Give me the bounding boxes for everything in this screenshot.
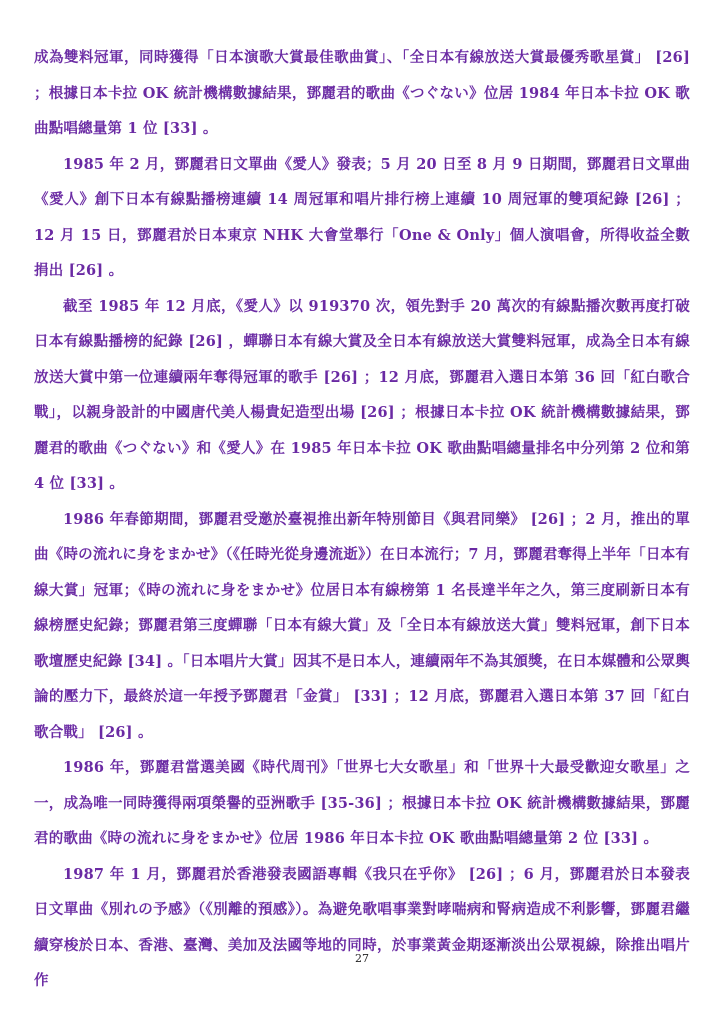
paragraph-1: 成為雙料冠軍，同時獲得「日本演歌大賞最佳歌曲賞」、「全日本有線放送大賞最優秀歌星賞」 [26] ；根據日本卡拉 OK 統計機構數據結果，鄧麗君的歌曲《つぐない》位居 1984 年日本卡拉 OK 歌曲點唱總量第 1 位 [33] 。 (34, 49, 690, 137)
paragraph-3: 截至 1985 年 12 月底，《愛人》以 919370 次，領先對手 20 萬次的有線點播次數再度打破日本有線點播榜的紀錄 [26] ，蟬聯日本有線大賞及全日本有線放送大賞雙料冠軍，成為全日本有線放送大賞中第一位連續兩年奪得冠軍的歌手 [26] ；12 月底，鄧麗君入選日本第 36 回「紅白歌合戰」，以親身設計的中國唐代美人楊貴妃造型出場 [26] ；根據日本卡拉 OK 統計機構數據結果，鄧麗君的歌曲《つぐない》和《愛人》在 1985 年日本卡拉 OK 歌曲點唱總量排名中分列第 2 位和第 4 位 [33] 。 (34, 297, 690, 492)
paragraph-6: 1987 年 1 月，鄧麗君於香港發表國語專輯《我只在乎你》 [26] ；6 月，鄧麗君於日本發表日文單曲《別れの予感》（《別離的預感》）。為避免歌唱事業對哮喘病和腎病造成不利影響，鄧麗君繼續穿梭於日本、香港、臺灣、美加及法國等地的同時，於事業黃金期逐漸淡出公眾視線，除推出唱片作 (34, 865, 690, 989)
paragraph-4: 1986 年春節期間，鄧麗君受邀於臺視推出新年特別節目《與君同樂》 [26] ；2 月，推出的單曲《時の流れに身をまかせ》（《任時光從身邊流逝》）在日本流行；7 月，鄧麗君奪得上半年「日本有線大賞」冠軍；《時の流れに身をまかせ》位居日本有線榜第 1 名長達半年之久，第三度刷新日本有線榜歷史紀錄；鄧麗君第三度蟬聯「日本有線大賞」及「全日本有線放送大賞」雙料冠軍，創下日本歌壇歷史紀錄 [34] 。「日本唱片大賞」因其不是日本人，連續兩年不為其頒獎，在日本媒體和公眾輿論的壓力下，最終於這一年授予鄧麗君「金賞」 [33] ；12 月底，鄧麗君入選日本第 37 回「紅白歌合戰」 [26] 。 (34, 510, 690, 741)
paragraph-2: 1985 年 2 月，鄧麗君日文單曲《愛人》發表；5 月 20 日至 8 月 9 日期間，鄧麗君日文單曲《愛人》創下日本有線點播榜連續 14 周冠軍和唱片排行榜上連續 10 周冠軍的雙項紀錄 [26] ；12 月 15 日，鄧麗君於日本東京 NHK 大會堂舉行「One & Only」個人演唱會，所得收益全數捐出 [26] 。 (34, 155, 690, 279)
page-number: 27 (355, 952, 369, 965)
paragraph-5: 1986 年，鄧麗君當選美國《時代周刊》「世界七大女歌星」和「世界十大最受歡迎女歌星」之一，成為唯一同時獲得兩項榮譽的亞洲歌手 [35-36] ；根據日本卡拉 OK 統計機構數據結果，鄧麗君的歌曲《時の流れに身をまかせ》位居 1986 年日本卡拉 OK 歌曲點唱總量第 2 位 [33] 。 (34, 759, 690, 847)
